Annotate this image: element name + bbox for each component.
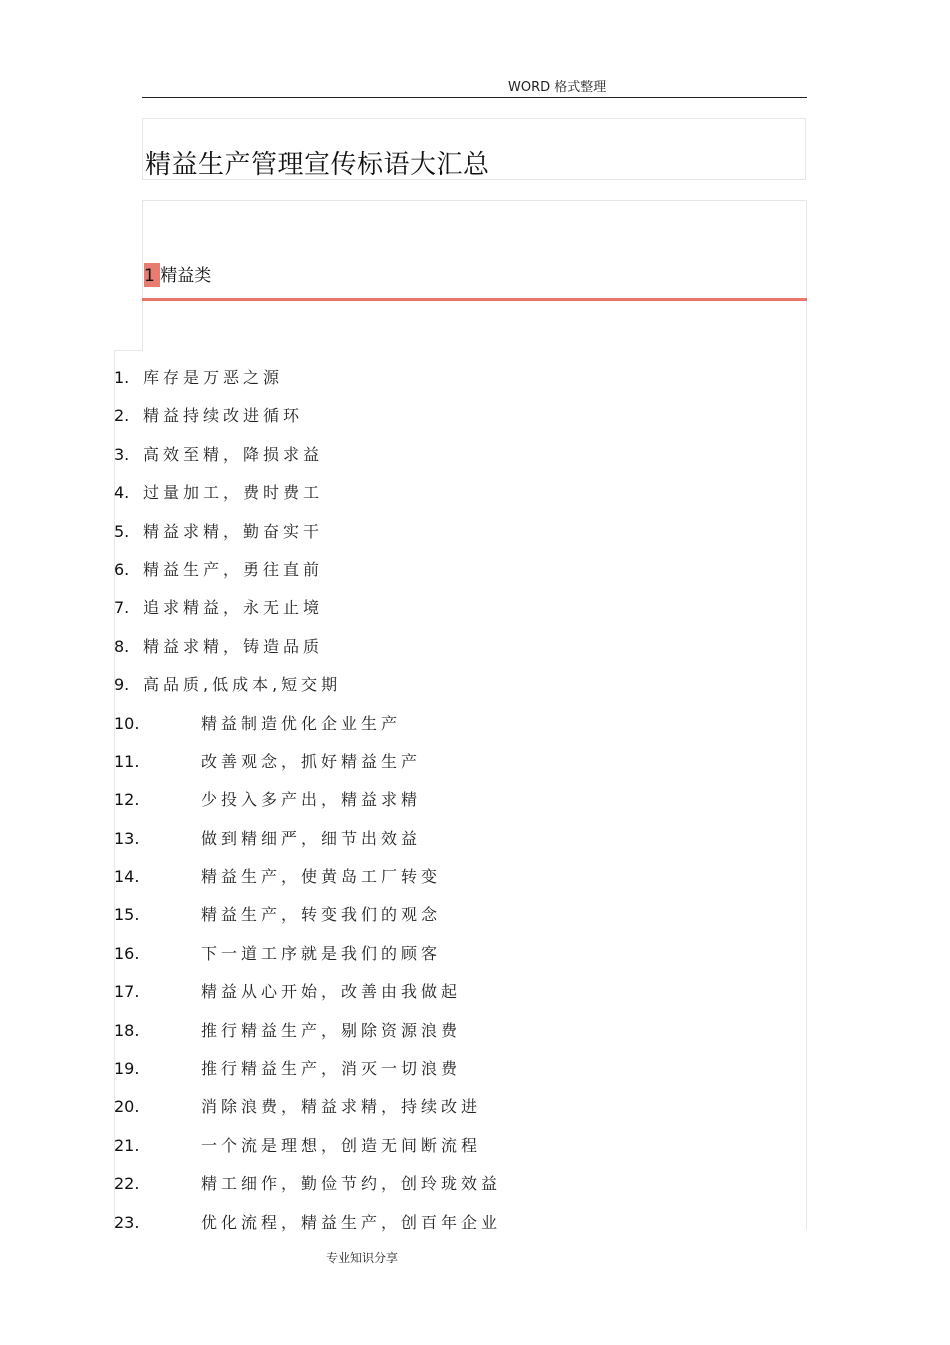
list-item-number: 9. [114, 675, 130, 695]
list-item-text: 精益制造优化企业生产 [201, 713, 402, 733]
list-item-text: 精益生产，勇往直前 [143, 559, 324, 579]
list-item-text: 推行精益生产，消灭一切浪费 [201, 1059, 462, 1079]
list-item-number: 4. [114, 483, 130, 503]
list-item-number: 11. [114, 751, 140, 771]
list-item-number: 2. [114, 406, 130, 426]
list-item-text: 精益持续改进循环 [143, 406, 304, 426]
list-item-number: 17. [114, 982, 140, 1002]
list-item-number: 15. [114, 905, 140, 925]
list-item-text: 追求精益，永无止境 [143, 598, 324, 618]
list-item-text: 过量加工，费时费工 [143, 483, 324, 503]
list-item-text: 精益生产，转变我们的观念 [201, 905, 442, 925]
page-footer-text: 专业知识分享 [326, 1251, 399, 1265]
list-item-number: 8. [114, 636, 130, 656]
list-item-text: 高品质,低成本,短交期 [143, 675, 342, 695]
list-item-number: 20. [114, 1097, 140, 1117]
list-item-text: 精益生产，使黄岛工厂转变 [201, 867, 442, 887]
list-item-text: 精益求精，铸造品质 [143, 636, 324, 656]
list-item-number: 21. [114, 1135, 140, 1155]
list-item-text: 少投入多产出，精益求精 [201, 790, 422, 810]
page-header-text: WORD 格式整理 [508, 80, 607, 95]
page-title: 精益生产管理宣传标语大汇总 [145, 150, 490, 181]
list-item-text: 改善观念，抓好精益生产 [201, 751, 422, 771]
list-item-text: 一个流是理想，创造无间断流程 [201, 1135, 482, 1155]
section-divider [142, 298, 807, 301]
list-item-text: 精工细作，勤俭节约，创玲珑效益 [201, 1174, 502, 1194]
list-item-text: 消除浪费，精益求精，持续改进 [201, 1097, 482, 1117]
list-item-text: 库存是万恶之源 [143, 368, 284, 387]
list-item-text: 精益从心开始，改善由我做起 [201, 982, 462, 1002]
list-item-number: 18. [114, 1020, 140, 1040]
list-item-number: 7. [114, 598, 130, 618]
list-item-text: 推行精益生产，剔除资源浪费 [201, 1020, 462, 1040]
list-item-number: 1. [114, 368, 130, 387]
list-item-text: 做到精细严，细节出效益 [201, 828, 422, 848]
list-item-number: 16. [114, 943, 140, 963]
header-divider [142, 97, 807, 98]
list-item-number: 10. [114, 713, 140, 733]
list-item-number: 12. [114, 790, 140, 810]
list-item-number: 5. [114, 521, 130, 541]
list-item-number: 22. [114, 1174, 140, 1194]
list-item-number: 19. [114, 1059, 140, 1079]
section-box [142, 200, 807, 350]
list-item-number: 13. [114, 828, 140, 848]
list-item-text: 高效至精，降损求益 [143, 444, 324, 464]
list-item-text: 下一道工序就是我们的顾客 [201, 943, 442, 963]
section-heading: 1 精益类 [144, 266, 212, 286]
list-item-number: 3. [114, 444, 130, 464]
list-item-number: 14. [114, 867, 140, 887]
list-item-number: 6. [114, 559, 130, 579]
title-box [142, 118, 806, 180]
list-item-number: 23. [114, 1212, 140, 1232]
list-item-text: 优化流程，精益生产，创百年企业 [201, 1212, 502, 1232]
list-box-top-edge [114, 350, 143, 351]
list-item-text: 精益求精，勤奋实干 [143, 521, 324, 541]
